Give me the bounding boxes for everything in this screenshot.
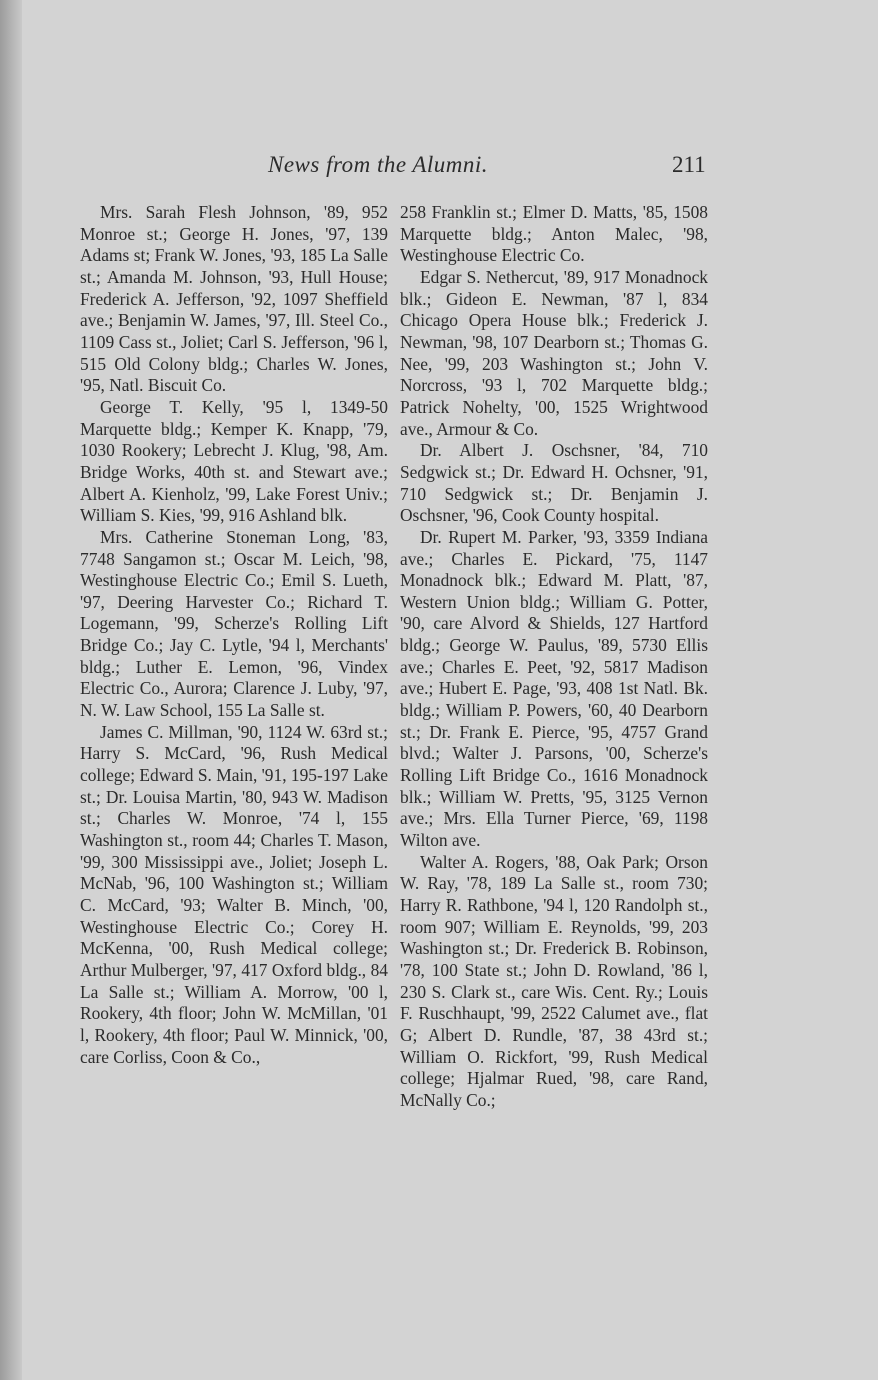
left-paragraph-k: George T. Kelly, '95 l, 1349-50 Marquette bldg.; Kemper K. Knapp, '79, 1030 Rookery; Lebrecht J. Klug, '98, Am. Bridge Works, 40th st. and Stewart ave.; Albert A. Kienholz, '99, Lake Forest Univ.; William S. Kies, '99, 916 Ashland blk. xyxy=(80,396,388,526)
running-head: News from the Alumni. xyxy=(268,152,489,177)
right-paragraph-m-cont: 258 Franklin st.; Elmer D. Matts, '85, 1508 Marquette bldg.; Anton Malec, '98, Westinghouse Electric Co. xyxy=(400,202,708,266)
page-edge-shadow xyxy=(0,0,22,1380)
right-paragraph-r: Walter A. Rogers, '88, Oak Park; Orson W. Ray, '78, 189 La Salle st., room 730; Harry R. Rathbone, '94 l, 120 Randolph st., room 907; William E. Reynolds, '99, 203 Washington st.; Dr. Frederick B. Robinson, '78, 100 State st.; John D. Rowland, '86 l, 230 S. Clark st., care Wis. Cent. Ry.; Louis F. Ruschhaupt, '99, 2522 Calumet ave., flat G; Albert D. Rundle, '87, 38 43rd st.; William O. Rickfort, '99, Rush Medical college; Hjalmar Rued, '98, care Rand, McNally Co.; xyxy=(400,851,708,1110)
right-column xyxy=(400,202,708,1112)
page-number: 211 xyxy=(672,152,706,177)
left-paragraph-l: Mrs. Catherine Stoneman Long, '83, 7748 Sangamon st.; Oscar M. Leich, '98, Westinghouse Electric Co.; Emil S. Lueth, '97, Deering Harvester Co.; Richard T. Logemann, '99, Scherze's Rolling Lift Bridge Co.; Jay C. Lytle, '94 l, Merchants' bldg.; Luther E. Lemon, '96, Vindex Electric Co., Aurora; Clarence J. Luby, '97, N. W. Law School, 155 La Salle st. xyxy=(80,526,388,721)
left-column xyxy=(80,202,388,1068)
left-paragraph-m: James C. Millman, '90, 1124 W. 63rd st.; Harry S. McCard, '96, Rush Medical college; Edward S. Main, '91, 195-197 Lake st.; Dr. Louisa Martin, '80, 943 W. Madison st.; Charles W. Monroe, '74 l, 155 Washington st., room 44; Charles T. Mason, '99, 300 Mississippi ave., Joliet; Joseph L. McNab, '96, 100 Washington st.; William C. McCard, '93; Walter B. Minch, '00, Westinghouse Electric Co.; Corey H. McKenna, '00, Rush Medical college; Arthur Mulberger, '97, 417 Oxford bldg., 84 La Salle st.; William A. Morrow, '00 l, Rookery, 4th floor; John W. McMillan, '01 l, Rookery, 4th floor; Paul W. Minnick, '00, care Corliss, Coon & Co., xyxy=(80,721,388,1067)
page-header xyxy=(0,150,878,186)
left-paragraph-j: Mrs. Sarah Flesh Johnson, '89, 952 Monroe st.; George H. Jones, '97, 139 Adams st; Frank W. Jones, '93, 185 La Salle st.; Amanda M. Johnson, '93, Hull House; Frederick A. Jefferson, '92, 1097 Sheffield ave.; Benjamin W. James, '97, Ill. Steel Co., 1109 Cass st., Joliet; Carl S. Jefferson, '96 l, 515 Old Colony bldg.; Charles W. Jones, '95, Natl. Biscuit Co. xyxy=(80,202,388,396)
right-paragraph-n: Edgar S. Nethercut, '89, 917 Monadnock blk.; Gideon E. Newman, '87 l, 834 Chicago Opera House blk.; Frederick J. Newman, '98, 107 Dearborn st.; Thomas G. Nee, '99, 203 Washington st.; John V. Norcross, '93 l, 702 Marquette bldg.; Patrick Nohelty, '00, 1525 Wrightwood ave., Armour & Co. xyxy=(400,266,708,439)
right-paragraph-p: Dr. Rupert M. Parker, '93, 3359 Indiana ave.; Charles E. Pickard, '75, 1147 Monadnock blk.; Edward M. Platt, '87, Western Union bldg.; William G. Potter, '90, care Alvord & Shields, 127 Hartford bldg.; George W. Paulus, '89, 5730 Ellis ave.; Charles E. Peet, '92, 5817 Madison ave.; Hubert E. Page, '93, 408 1st Natl. Bk. bldg.; William P. Powers, '60, 40 Dearborn st.; Dr. Frank E. Pierce, '95, 4757 Grand blvd.; Walter J. Parsons, '00, Scherze's Rolling Lift Bridge Co., 1616 Monadnock blk.; William W. Pretts, '95, 3125 Vernon ave.; Mrs. Ella Turner Pierce, '69, 1198 Wilton ave. xyxy=(400,526,708,851)
right-paragraph-o: Dr. Albert J. Oschsner, '84, 710 Sedgwick st.; Dr. Edward H. Ochsner, '91, 710 Sedgwick st.; Dr. Benjamin J. Oschsner, '96, Cook County hospital. xyxy=(400,440,708,526)
